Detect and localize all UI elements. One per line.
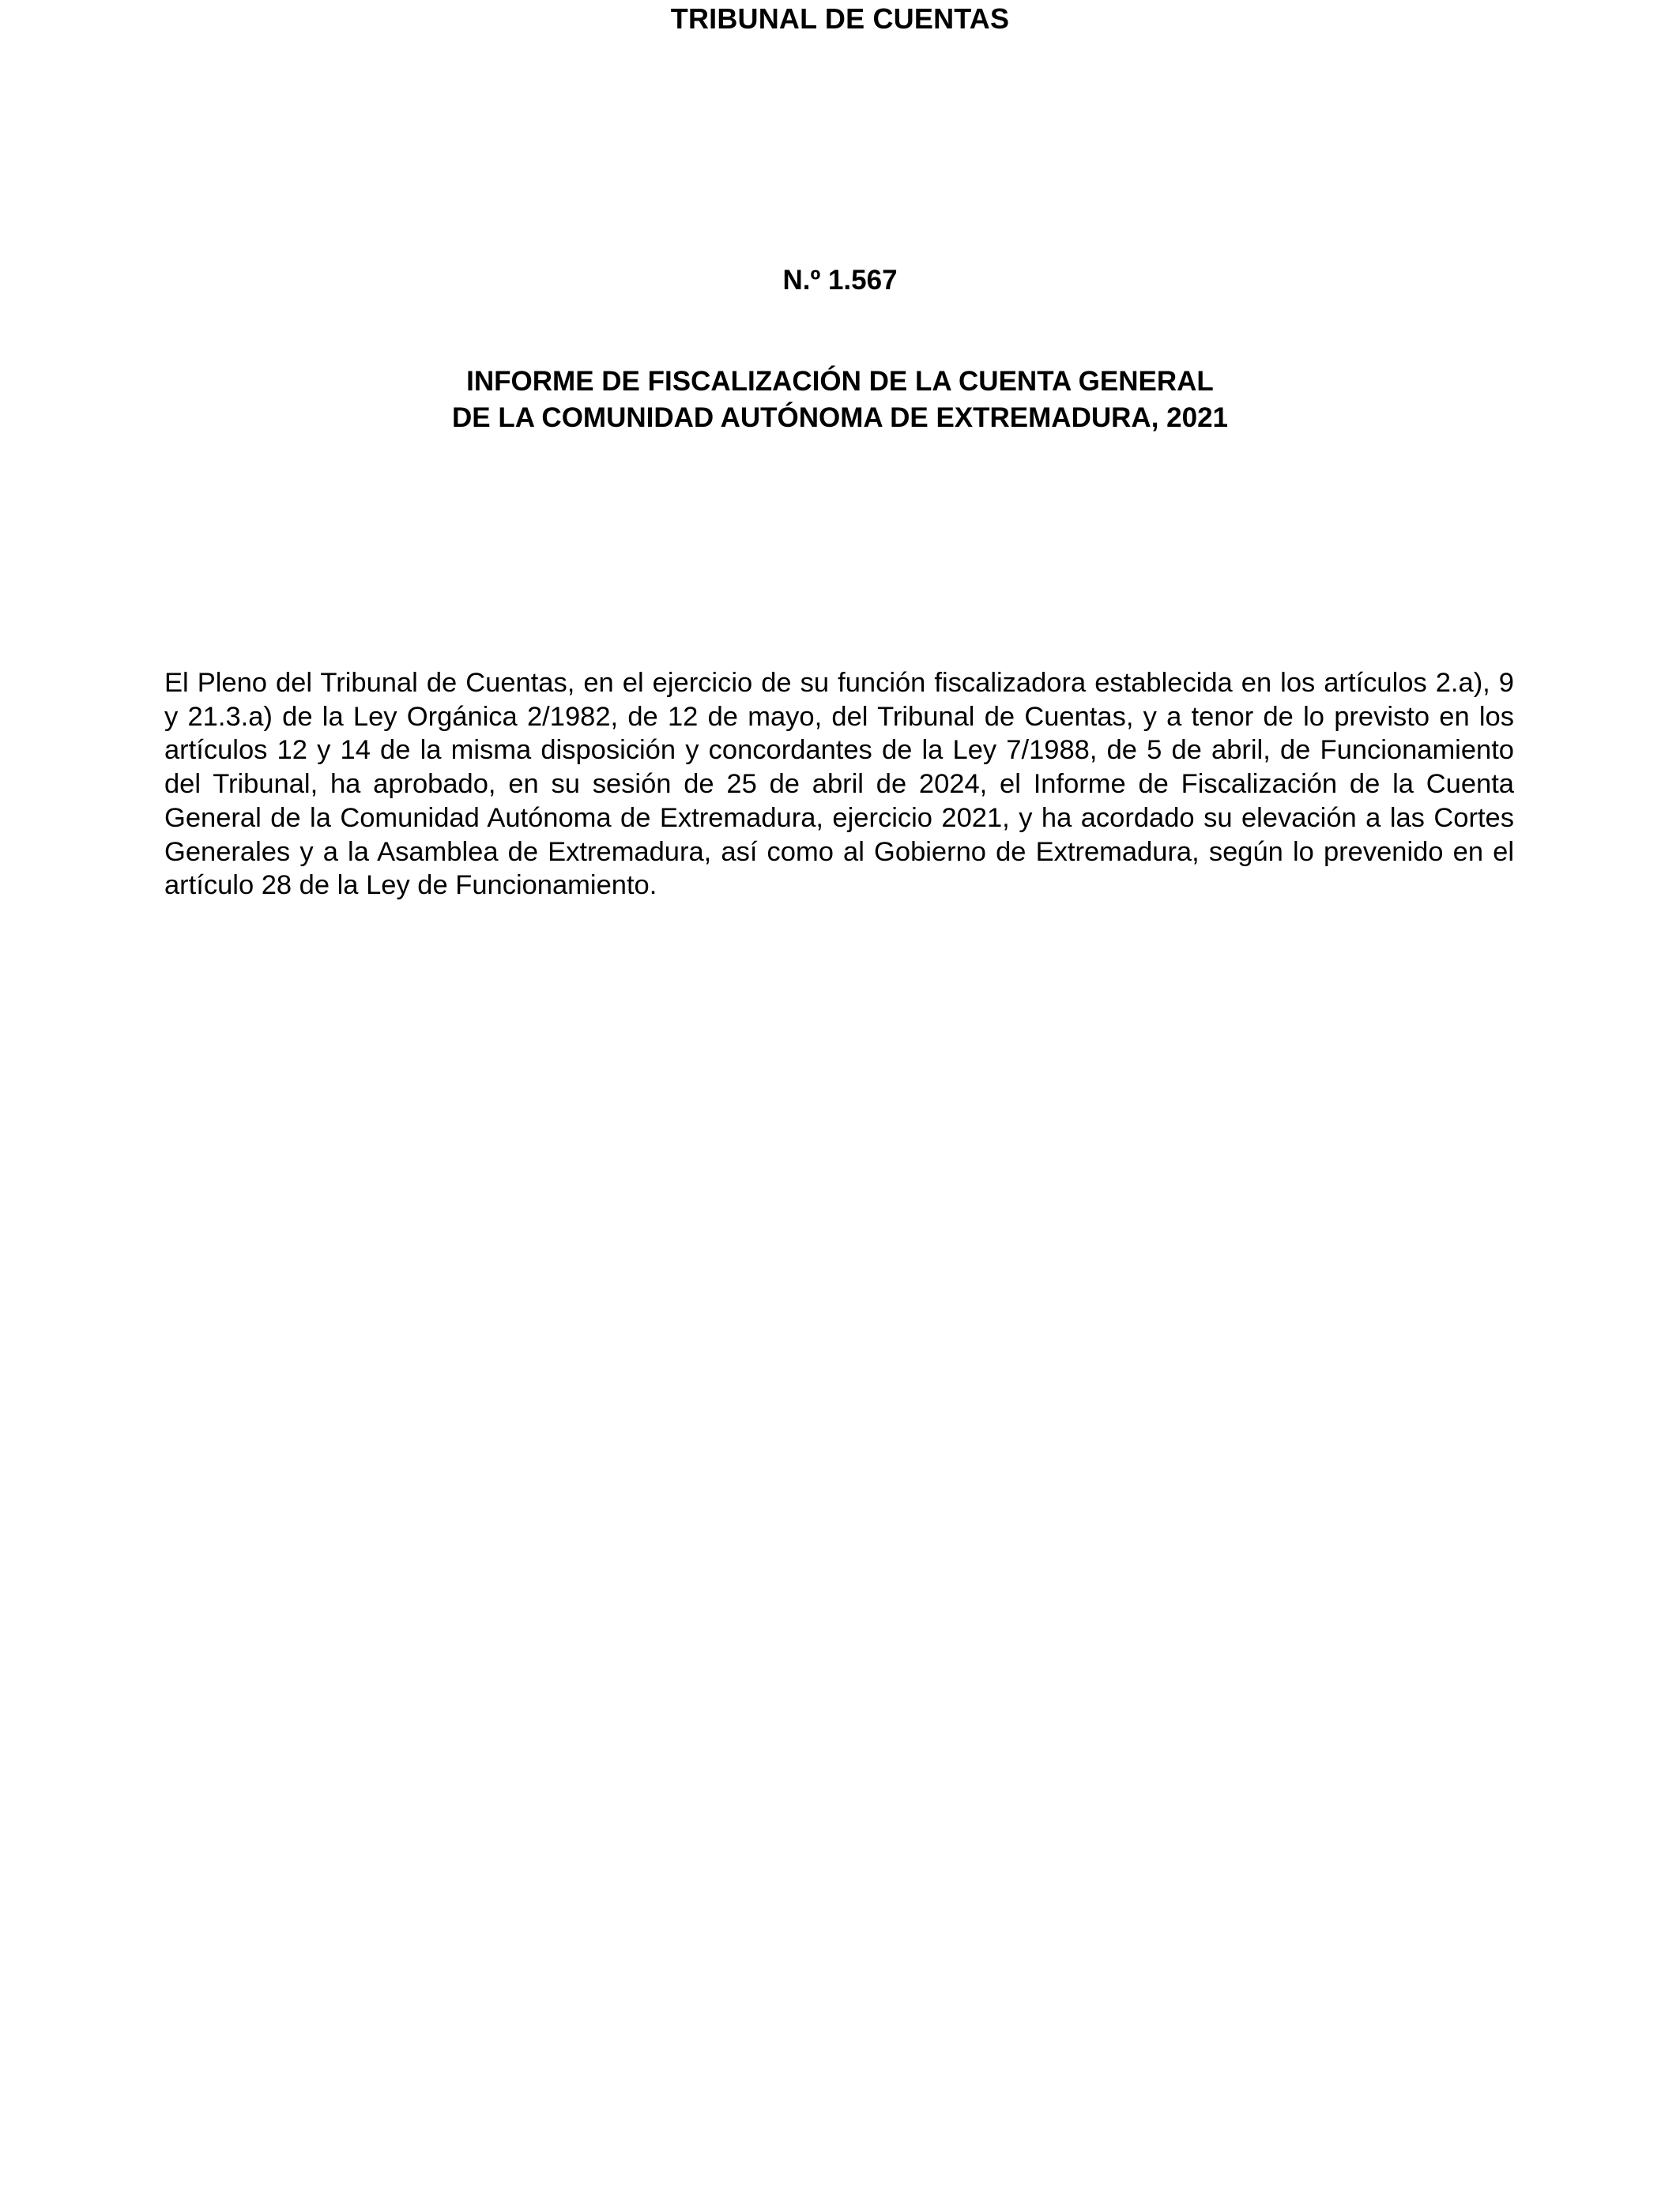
report-title-line-2: DE LA COMUNIDAD AUTÓNOMA DE EXTREMADURA, 2021 <box>452 402 1228 433</box>
approval-paragraph: El Pleno del Tribunal de Cuentas, en el ejercicio de su función fiscalizadora establecida en los artículos 2.a), 9 y 21.3.a) de la Ley Orgánica 2/1982, de 12 de mayo, del Tribunal de Cuentas, y a tenor de lo previsto en los artículos 12 y 14 de la misma disposición y concordantes de la Ley 7/1988, de 5 de abril, de Funcionamiento del Tribunal, ha aprobado, en su sesión de 25 de abril de 2024, el Informe de Fiscalización de la Cuenta General de la Comunidad Autónoma de Extremadura, ejercicio 2021, y ha acordado su elevación a las Cortes Generales y a la Asamblea de Extremadura, así como al Gobierno de Extremadura, según lo prevenido en el artículo 28 de la Ley de Funcionamiento. <box>164 668 1514 901</box>
report-title-line-1: INFORME DE FISCALIZACIÓN DE LA CUENTA GENERAL <box>466 366 1214 397</box>
report-number: N.º 1.567 <box>782 265 898 296</box>
institution-header: TRIBUNAL DE CUENTAS <box>670 2 1010 35</box>
report-title <box>0 364 1680 436</box>
